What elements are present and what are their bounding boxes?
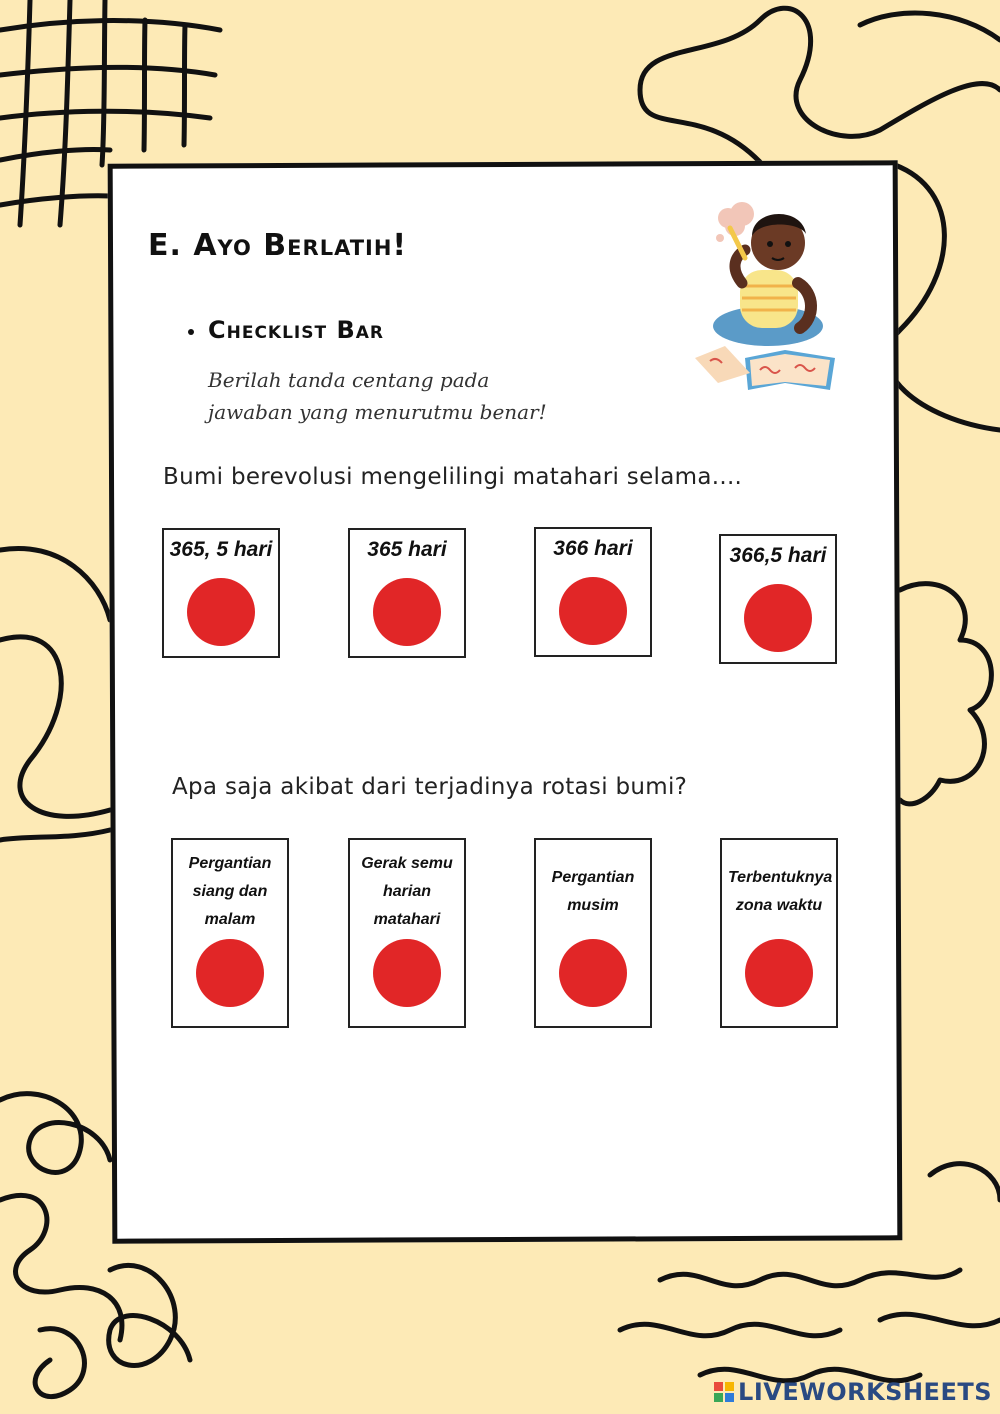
- option-card[interactable]: [162, 528, 280, 658]
- option-label: 366 hari: [553, 537, 633, 560]
- liveworksheets-brand: [714, 1378, 992, 1406]
- page-title: E. Ayo Berlatih!: [148, 228, 408, 263]
- bullet-icon: [188, 329, 194, 335]
- answer-checkbox[interactable]: [745, 939, 813, 1007]
- answer-checkbox[interactable]: [373, 578, 441, 646]
- answer-checkbox[interactable]: [744, 584, 812, 652]
- option-card[interactable]: [534, 527, 652, 657]
- child-thinking-illustration-icon: [690, 198, 840, 393]
- instruction-text: [208, 364, 588, 428]
- answer-checkbox[interactable]: [559, 939, 627, 1007]
- option-label: Terbentuknya zona waktu: [728, 869, 833, 914]
- answer-checkbox[interactable]: [373, 939, 441, 1007]
- option-label: 366,5 hari: [729, 544, 827, 567]
- answer-checkbox[interactable]: [196, 939, 264, 1007]
- option-card[interactable]: [719, 534, 837, 664]
- liveworksheets-logo-icon: [714, 1382, 734, 1402]
- option-label: 365 hari: [367, 538, 447, 561]
- instruction-line-2: jawaban yang menurutmu benar!: [208, 400, 547, 424]
- option-card[interactable]: [171, 838, 289, 1028]
- option-label: 365, 5 hari: [169, 538, 273, 561]
- answer-checkbox[interactable]: [187, 578, 255, 646]
- instruction-line-1: Berilah tanda centang pada: [208, 368, 490, 392]
- section-header: [188, 316, 384, 344]
- question-1-text: Bumi berevolusi mengelilingi matahari selama....: [163, 464, 743, 490]
- question-2-text: Apa saja akibat dari terjadinya rotasi bumi?: [172, 774, 688, 800]
- option-label: Gerak semu harian matahari: [361, 855, 453, 928]
- option-card[interactable]: [348, 528, 466, 658]
- section-title: Checklist Bar: [208, 316, 384, 344]
- option-card[interactable]: [720, 838, 838, 1028]
- option-card[interactable]: [348, 838, 466, 1028]
- option-label: Pergantian musim: [551, 869, 635, 914]
- answer-checkbox[interactable]: [559, 577, 627, 645]
- option-card[interactable]: [534, 838, 652, 1028]
- brand-text: LIVEWORKSHEETS: [738, 1378, 992, 1406]
- option-label: Pergantian siang dan malam: [188, 855, 272, 928]
